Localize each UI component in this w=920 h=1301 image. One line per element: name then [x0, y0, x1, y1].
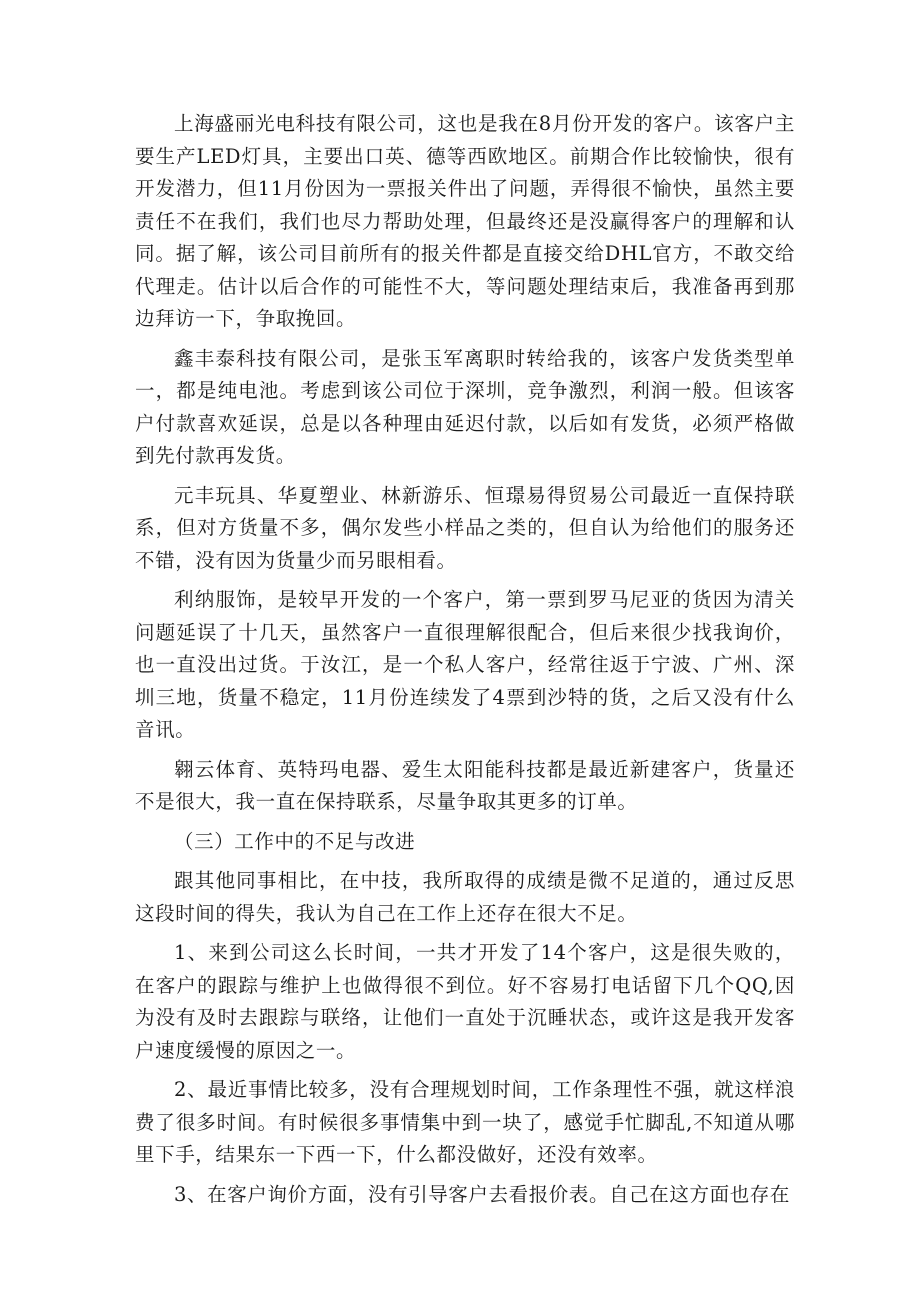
paragraph-point-1: 1、来到公司这么长时间，一共才开发了14个客户，这是很失败的，在客户的跟踪与维护上也做得很不到位。好不容易打电话留下几个QQ,因为没有及时去跟踪与联络，让他们一直处于沉睡状态，或许这是我开发客户速度缓慢的原因之一。 — [135, 941, 795, 1062]
paragraph-aoyun: 翱云体育、英特玛电器、爱生太阳能科技都是最近新建客户，货量还不是很大，我一直在保持联系，尽量争取其更多的订单。 — [135, 757, 795, 813]
paragraph-point-3: 3、在客户询价方面，没有引导客户去看报价表。自己在这方面也存在 — [174, 1182, 791, 1206]
document-page — [135, 108, 795, 1218]
paragraph-xinfengtai: 鑫丰泰科技有限公司，是张玉军离职时转给我的，该客户发货类型单一，都是纯电池。考虑到该公司位于深圳，竞争激烈，利润一般。但该客户付款喜欢延误，总是以各种理由延迟付款，以后如有发货，必须严格做到先付款再发货。 — [135, 346, 795, 467]
section-heading: （三）工作中的不足与改进 — [174, 829, 416, 853]
paragraph-shengli: 上海盛丽光电科技有限公司，这也是我在8月份开发的客户。该客户主要生产LED灯具，主要出口英、德等西欧地区。前期合作比较愉快，很有开发潜力，但11月份因为一票报关件出了问题，弄得很不愉快，虽然主要责任不在我们，我们也尽力帮助处理，但最终还是没赢得客户的理解和认同。据了解，该公司目前所有的报关件都是直接交给DHL官方，不敢交给代理走。估计以后合作的可能性不大，等问题处理结束后，我准备再到那边拜访一下，争取挽回。 — [135, 112, 795, 330]
paragraph-yuanfeng: 元丰玩具、华夏塑业、林新游乐、恒璟易得贸易公司最近一直保持联系，但对方货量不多，偶尔发些小样品之类的，但自认为给他们的服务还不错，没有因为货量少而另眼相看。 — [135, 483, 795, 572]
paragraph-reflection: 跟其他同事相比，在中技，我所取得的成绩是微不足道的，通过反思这段时间的得失，我认为自己在工作上还存在很大不足。 — [135, 869, 795, 925]
paragraph-point-2: 2、最近事情比较多，没有合理规划时间，工作条理性不强，就这样浪费了很多时间。有时候很多事情集中到一块了，感觉手忙脚乱,不知道从哪里下手，结果东一下西一下，什么都没做好，还没有效率。 — [135, 1078, 795, 1166]
paragraph-lina: 利纳服饰，是较早开发的一个客户，第一票到罗马尼亚的货因为清关问题延误了十几天，虽然客户一直很理解很配合，但后来很少找我询价，也一直没出过货。于汝江，是一个私人客户，经常往返于宁波、广州、深圳三地，货量不稳定，11月份连续发了4票到沙特的货，之后又没有什么音讯。 — [135, 588, 795, 741]
